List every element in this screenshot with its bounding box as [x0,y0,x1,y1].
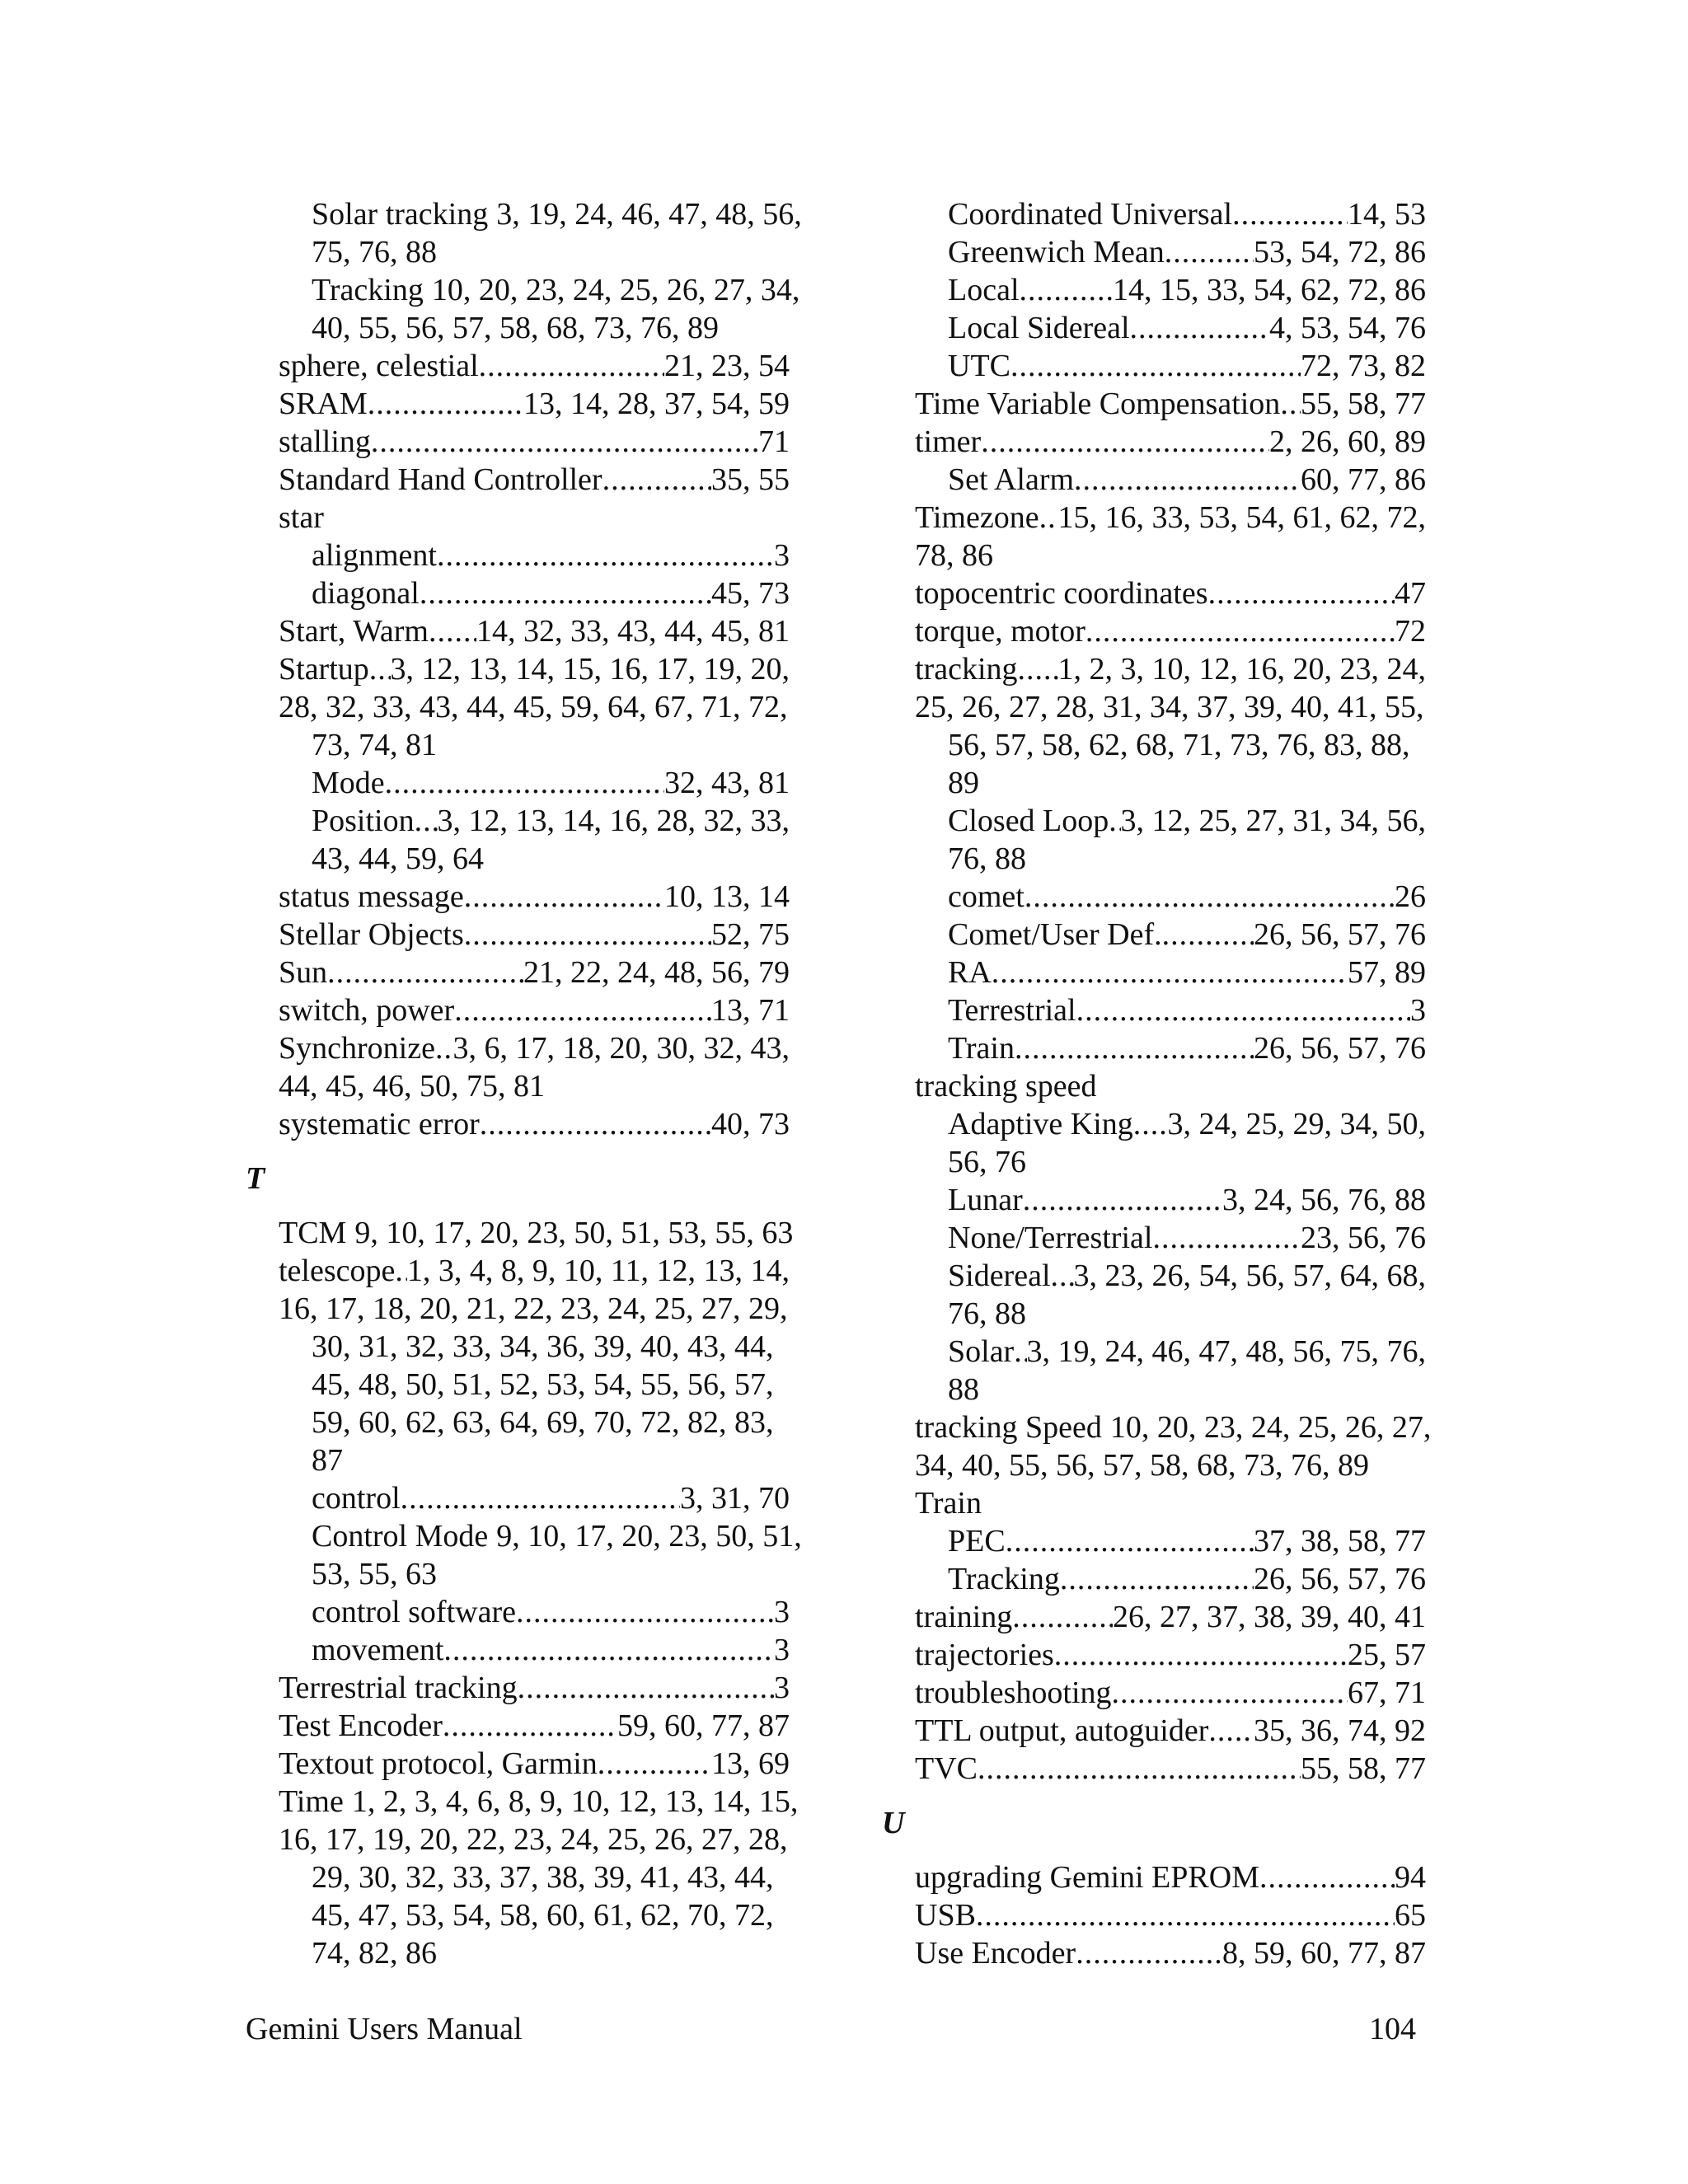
index-entry-terrestrial [882,991,1426,1029]
index-entry-local-sidereal [882,309,1426,347]
index-entry-torque-motor [882,612,1426,650]
index-entry-ra [882,954,1426,991]
index-page-numbers: 15, 16, 33, 53, 54, 61, 62, 72, [1057,500,1426,535]
index-entry-position [246,802,790,878]
index-entry-closed-loop [882,802,1426,878]
index-page-numbers: 3 [774,1633,790,1667]
index-term: Tracking [312,271,432,309]
index-term: TCM [279,1214,354,1252]
leader-dots [1259,1858,1395,1896]
index-entry-mode [246,764,790,802]
leader-dots [420,574,711,612]
index-term: Coordinated Universal [948,197,1233,232]
index-term: Sidereal [948,1258,1051,1293]
index-entry-ttl-output-autoguider [882,1712,1426,1750]
index-page-numbers: 4, 53, 54, 76 [1269,311,1426,345]
leader-dots [1165,233,1254,271]
index-term: Solar tracking [312,195,496,233]
leader-dots [443,1707,617,1745]
index-entry-tvc [882,1750,1426,1788]
index-entry-diagonal [246,574,790,612]
index-page-numbers: 3, 24, 25, 29, 34, 50, [1167,1107,1426,1141]
index-entry-tracking [882,650,1426,802]
leader-dots [1152,1219,1301,1257]
index-page-numbers-continued: 75, 76, 88 [312,235,437,269]
index-term: Mode [312,766,385,800]
index-term: Closed Loop [948,804,1109,838]
index-page-numbers: 10, 20, 23, 24, 25, 26, 27, [1109,1410,1432,1445]
footer-page-number: 104 [1369,2012,1416,2046]
leader-dots [415,802,438,840]
index-entry-greenwich-mean [882,233,1426,271]
index-term: Time [279,1783,352,1821]
index-entry-textout-protocol-garmin [246,1745,790,1783]
leader-dots [1012,1598,1113,1636]
index-term: Terrestrial tracking [279,1671,518,1705]
index-page-numbers-continued: 28, 32, 33, 43, 44, 45, 59, 64, 67, 71, 72, 73, 74, 81 [279,690,788,762]
index-entry-systematic-error [246,1105,790,1143]
index-page-numbers: 3, 19, 24, 46, 47, 48, 56, [496,197,802,232]
index-entry-test-encoder [246,1707,790,1745]
index-term: None/Terrestrial [948,1221,1153,1255]
leader-dots [437,537,774,574]
index-term: trajectories [915,1638,1054,1672]
index-page-numbers-continued: 56, 76 [948,1145,1026,1179]
index-entry-pec [882,1522,1426,1560]
leader-dots [435,1029,453,1067]
index-page-numbers: 14, 15, 33, 54, 62, 72, 86 [1113,273,1426,307]
section-letter-t: T [246,1161,265,1196]
index-entry-synchronize [246,1029,790,1105]
index-entry-timer [882,423,1426,461]
leader-dots [401,1479,680,1517]
index-column-left [246,195,802,1972]
index-page-numbers: 9, 10, 17, 20, 23, 50, 51, [496,1519,802,1554]
index-page-numbers: 72 [1395,614,1426,649]
index-page-numbers: 10, 13, 14 [664,879,790,914]
index-page-numbers: 26, 56, 57, 76 [1254,1562,1426,1596]
index-entry-time [246,1783,799,1972]
index-term: Set Alarm [948,462,1075,497]
index-term: timer [915,424,982,459]
leader-dots [443,1631,774,1669]
index-entry-coordinated-universal [882,195,1426,233]
index-entry-status-message [246,878,790,916]
index-page-numbers: 3, 19, 24, 46, 47, 48, 56, 75, 76, [1026,1334,1426,1369]
index-page-numbers: 94 [1395,1860,1426,1895]
index-term: PEC [948,1524,1006,1558]
index-entry-time-variable-compensation [882,385,1426,423]
leader-dots [368,385,523,423]
leader-dots [429,612,476,650]
index-term: Comet/User Def. [948,917,1162,952]
index-page-numbers: 1, 2, 3, 10, 12, 16, 20, 23, 24, [1057,652,1426,687]
index-entry-stalling [246,423,790,461]
index-entry-tracking-speed [882,1067,1426,1105]
index-page-numbers: 32, 43, 81 [664,766,790,800]
index-entry-comet-user-def [882,916,1426,954]
leader-dots [1133,1105,1168,1143]
index-entry-solar-tracking [246,195,802,271]
leader-dots [1051,1257,1074,1295]
index-entry-switch-power [246,991,790,1029]
leader-dots [1015,1029,1254,1067]
leader-dots [371,423,758,461]
index-entry-control-software [246,1593,790,1631]
index-page-numbers-continued: 88 [948,1372,979,1407]
index-term: telescope [279,1254,396,1288]
index-page-numbers: 47 [1395,576,1426,611]
index-entry-tracking-speed [882,1408,1432,1484]
index-page-numbers: 1, 2, 3, 4, 6, 8, 9, 10, 12, 13, 14, 15, [351,1784,799,1819]
index-term: upgrading Gemini EPROM [915,1860,1259,1895]
index-entry-usb [882,1896,1426,1934]
index-page-numbers-continued: 43, 44, 59, 64 [312,841,484,876]
leader-dots [369,650,391,688]
index-entry-train [882,1484,1426,1522]
index-entry-solar [882,1333,1426,1408]
index-term: Sun [279,955,328,990]
leader-dots [1018,650,1058,688]
index-page-numbers: 26, 56, 57, 76 [1254,917,1426,952]
index-term: alignment [312,538,437,573]
index-entry-comet [882,878,1426,916]
index-term: systematic error [279,1107,480,1141]
index-term: troubleshooting [915,1675,1112,1710]
index-page-numbers: 40, 73 [711,1107,790,1141]
index-page-numbers: 37, 38, 58, 77 [1254,1524,1426,1558]
index-term: Textout protocol, Garmin [279,1746,598,1781]
leader-dots [1232,195,1348,233]
leader-dots [464,916,711,954]
leader-dots [1130,309,1269,347]
index-page-numbers-continued: 16, 17, 18, 20, 21, 22, 23, 24, 25, 27, 29, 30, 31, 32, 33, 34, 36, 39, 40, 43, 44, 45, 48, 50, 51, 52, 53, 54, 55, 56, 57, 59, 60, 62, 63, 64, 69, 70, 72, 82, 83, 87 [279,1291,788,1478]
index-page-numbers-continued: 78, 86 [915,538,993,573]
index-entry-sram [246,385,790,423]
index-entry-standard-hand-controller [246,461,790,499]
index-entry-timezone [882,499,1426,574]
leader-dots [479,347,664,385]
index-page-numbers: 3, 23, 26, 54, 56, 57, 64, 68, [1073,1258,1426,1293]
index-entry-control-mode [246,1517,802,1593]
index-term: Control Mode [312,1517,496,1555]
index-page-numbers: 25, 57 [1348,1638,1426,1672]
index-page-numbers: 53, 54, 72, 86 [1254,235,1426,269]
leader-dots [454,991,711,1029]
index-entry-start-warm [246,612,790,650]
index-term: tracking Speed [915,1408,1110,1446]
index-entry-none-terrestrial [882,1219,1426,1257]
index-page-numbers: 1, 3, 4, 8, 9, 10, 11, 12, 13, 14, [406,1254,790,1288]
index-term: Lunar [948,1183,1023,1217]
index-term: sphere, celestial [279,349,479,383]
index-page-numbers: 72, 73, 82 [1301,349,1426,383]
index-page-numbers: 3, 6, 17, 18, 20, 30, 32, 43, [452,1031,790,1066]
index-page-numbers: 21, 23, 54 [664,349,790,383]
index-page-numbers: 13, 69 [711,1746,790,1781]
index-entry-tracking [882,1560,1426,1598]
index-term: training [915,1600,1013,1634]
index-page-numbers-continued: 16, 17, 19, 20, 22, 23, 24, 25, 26, 27, 28, 29, 30, 32, 33, 37, 38, 39, 41, 43, 44, 45, 47, 53, 54, 58, 60, 61, 62, 70, 72, 74, 82, 86 [279,1822,788,1971]
index-page-numbers-continued: 34, 40, 55, 56, 57, 58, 68, 73, 76, 89 [915,1448,1369,1483]
index-page-numbers: 71 [758,424,790,459]
index-entry-troubleshooting [882,1674,1426,1712]
index-entry-sphere-celestial [246,347,790,385]
leader-dots [978,1750,1301,1788]
leader-dots [1074,461,1301,499]
leader-dots [1280,385,1301,423]
leader-dots [1076,991,1410,1029]
index-page-numbers: 45, 73 [711,576,790,611]
index-term: stalling [279,424,371,459]
index-page-numbers: 35, 36, 74, 92 [1254,1713,1426,1748]
leader-dots [1208,574,1395,612]
index-entry-sun [246,954,790,991]
leader-dots [976,1896,1395,1934]
index-term: Local Sidereal [948,311,1130,345]
leader-dots [1162,916,1254,954]
index-term: diagonal [312,576,420,611]
index-entry-use-encoder [882,1934,1426,1972]
index-page-numbers: 26 [1395,879,1426,914]
section-letter-u: U [882,1806,905,1840]
index-entry-set-alarm [882,461,1426,499]
leader-dots [1112,1674,1348,1712]
index-entry-utc [882,347,1426,385]
index-page-numbers: 13, 71 [711,993,790,1028]
index-page-numbers: 3 [774,538,790,573]
index-term: status message [279,879,464,914]
index-page-numbers: 13, 14, 28, 37, 54, 59 [523,387,790,421]
index-page-numbers-continued: 76, 88 [948,841,1026,876]
index-term: Standard Hand Controller [279,462,603,497]
index-page-numbers: 55, 58, 77 [1301,387,1426,421]
index-entry-star [246,499,790,537]
leader-dots [1006,1522,1254,1560]
index-term: Train [915,1484,990,1522]
index-entry-terrestrial-tracking [246,1669,790,1707]
index-page-numbers-continued: 76, 88 [948,1296,1026,1331]
index-term: TVC [915,1751,978,1786]
index-page-numbers: 2, 26, 60, 89 [1269,424,1426,459]
index-entry-sidereal [882,1257,1426,1333]
leader-dots [480,1105,711,1143]
index-term: Train [948,1031,1015,1066]
index-page-numbers-continued: 40, 55, 56, 57, 58, 68, 73, 76, 89 [312,311,719,345]
index-entry-trajectories [882,1636,1426,1674]
index-term: Terrestrial [948,993,1076,1028]
index-page-numbers: 3, 31, 70 [680,1481,790,1516]
index-term: control software [312,1595,516,1629]
index-term: Greenwich Mean [948,235,1165,269]
leader-dots [1085,612,1395,650]
leader-dots [1014,1333,1026,1371]
index-page-numbers: 3 [774,1595,790,1629]
index-term: star [279,499,332,537]
index-page-numbers: 65 [1395,1898,1426,1933]
index-term: movement [312,1633,444,1667]
index-term: topocentric coordinates [915,576,1208,611]
leader-dots [395,1252,407,1290]
index-term: Start, Warm [279,614,429,649]
index-term: TTL output, autoguider [915,1713,1209,1748]
index-term: Timezone [915,500,1039,535]
index-entry-topocentric-coordinates [882,574,1426,612]
leader-dots [1010,347,1301,385]
index-term: Time Variable Compensation [915,387,1281,421]
index-column-right [882,195,1432,1972]
index-term: UTC [948,349,1010,383]
leader-dots [1020,271,1113,309]
index-entry-local [882,271,1426,309]
index-term: Synchronize [279,1031,435,1066]
index-page-numbers: 3, 12, 25, 27, 31, 34, 56, [1120,804,1426,838]
index-entry-tcm [246,1214,794,1252]
index-term: USB [915,1898,976,1933]
index-page-numbers: 23, 56, 76 [1301,1221,1426,1255]
leader-dots [1208,1712,1254,1750]
leader-dots [516,1593,774,1631]
index-term: tracking speed [915,1067,1105,1105]
leader-dots [464,878,664,916]
index-term: Test Encoder [279,1708,443,1743]
leader-dots [1060,1560,1254,1598]
index-entry-alignment [246,537,790,574]
index-term: Position [312,804,415,838]
leader-dots [518,1669,774,1707]
index-term: RA [948,955,992,990]
index-page-numbers: 14, 53 [1348,197,1426,232]
index-term: control [312,1481,401,1516]
index-entry-movement [246,1631,790,1669]
index-term: torque, motor [915,614,1085,649]
index-page-numbers: 3, 24, 56, 76, 88 [1222,1183,1426,1217]
index-term: Local [948,273,1020,307]
index-page-numbers: 21, 22, 24, 48, 56, 79 [523,955,790,990]
index-term: SRAM [279,387,368,421]
index-entry-stellar-objects [246,916,790,954]
index-term: Adaptive King [948,1107,1133,1141]
index-page-numbers: 57, 89 [1348,955,1426,990]
index-page-numbers: 26, 56, 57, 76 [1254,1031,1426,1066]
index-entry-adaptive-king [882,1105,1426,1181]
index-page-numbers: 52, 75 [711,917,790,952]
leader-dots [981,423,1269,461]
index-entry-upgrading-gemini-eprom [882,1858,1426,1896]
index-page-numbers-continued: 25, 26, 27, 28, 31, 34, 37, 39, 40, 41, 55, 56, 57, 58, 62, 68, 71, 73, 76, 83, 88, 89 [915,690,1424,800]
leader-dots [1109,802,1120,840]
index-page-numbers: 3, 12, 13, 14, 16, 28, 32, 33, [437,804,790,838]
index-page-numbers: 26, 27, 37, 38, 39, 40, 41 [1113,1600,1426,1634]
leader-dots [1025,878,1395,916]
footer-title: Gemini Users Manual [246,2012,523,2046]
index-page-numbers: 3 [1410,993,1426,1028]
index-entry-lunar [882,1181,1426,1219]
leader-dots [1023,1181,1222,1219]
index-page-numbers: 55, 58, 77 [1301,1751,1426,1786]
index-entry-control [246,1479,790,1517]
leader-dots [1054,1636,1348,1674]
index-page-numbers: 59, 60, 77, 87 [617,1708,790,1743]
leader-dots [1076,1934,1222,1972]
index-term: Use Encoder [915,1936,1076,1971]
leader-dots [327,954,523,991]
index-term: Startup [279,652,369,687]
leader-dots [598,1745,711,1783]
index-page-numbers: 10, 20, 23, 24, 25, 26, 27, 34, [431,273,800,307]
index-page-numbers: 14, 32, 33, 43, 44, 45, 81 [476,614,790,649]
index-term: comet [948,879,1025,914]
index-entry-telescope [246,1252,790,1479]
index-entry-train [882,1029,1426,1067]
index-term: Solar [948,1334,1015,1369]
index-page-numbers: 9, 10, 17, 20, 23, 50, 51, 53, 55, 63 [354,1216,794,1250]
index-term: Tracking [948,1562,1060,1596]
index-page-numbers: 3 [774,1671,790,1705]
index-page-numbers-continued: 44, 45, 46, 50, 75, 81 [279,1069,545,1104]
index-page-numbers-continued: 53, 55, 63 [312,1557,437,1591]
index-page-numbers: 35, 55 [711,462,790,497]
index-entry-startup [246,650,790,764]
index-entry-training [882,1598,1426,1636]
index-page-numbers: 60, 77, 86 [1301,462,1426,497]
index-page-numbers: 3, 12, 13, 14, 15, 16, 17, 19, 20, [390,652,790,687]
leader-dots [992,954,1348,991]
leader-dots [1039,499,1058,537]
index-page-numbers: 67, 71 [1348,1675,1426,1710]
index-term: tracking [915,652,1018,687]
leader-dots [603,461,711,499]
index-term: switch, power [279,993,455,1028]
leader-dots [385,764,664,802]
index-entry-tracking [246,271,800,347]
index-term: Stellar Objects [279,917,464,952]
index-page-numbers: 8, 59, 60, 77, 87 [1222,1936,1426,1971]
